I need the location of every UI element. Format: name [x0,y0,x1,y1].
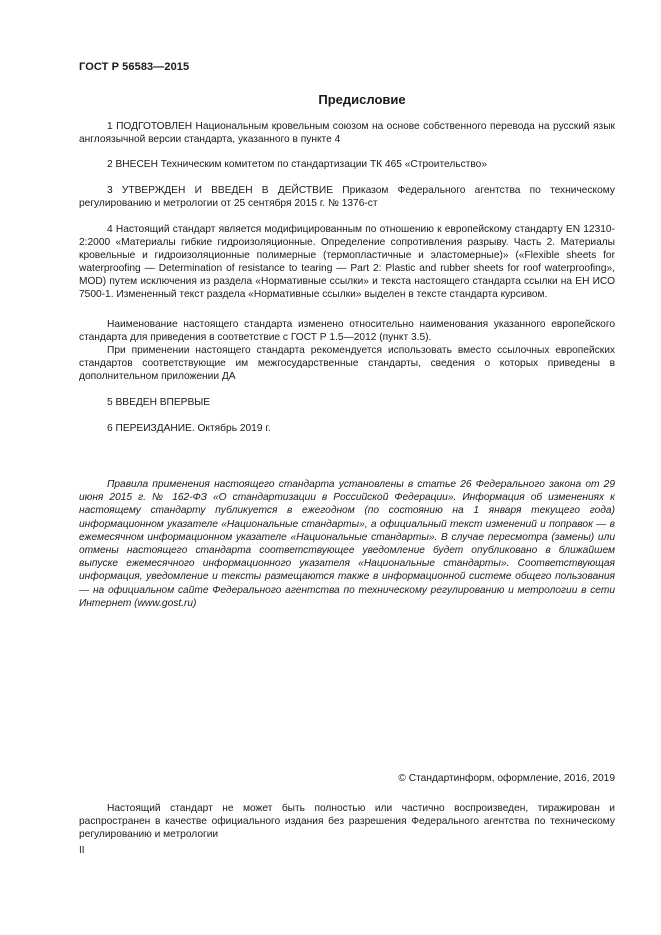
page-number: II [79,845,85,856]
preface-item-1: 1 ПОДГОТОВЛЕН Национальным кровельным союзом на основе собственного перевода на русский язык англоязычной версии стандарта, указанного в пункте 4 [79,121,615,145]
preface-item-4-paragraph-2: Наименование настоящего стандарта изменено относительно наименования указанного европейского стандарта для приведения в соответствие с ГОСТ Р 1.5—2012 (пункт 3.5). [79,319,615,343]
copyright-line: © Стандартинформ, оформление, 2016, 2019 [398,773,615,784]
document-code: ГОСТ Р 56583—2015 [79,61,190,73]
page-title: Предисловие [318,92,406,107]
preface-item-6: 6 ПЕРЕИЗДАНИЕ. Октябрь 2019 г. [107,423,271,434]
reproduction-note: Настоящий стандарт не может быть полностью или частично воспроизведен, тиражирован и распространен в качестве официального издания без разрешения Федерального агентства по техническому регулированию и метрологии [79,803,615,840]
preface-item-5: 5 ВВЕДЕН ВПЕРВЫЕ [107,397,211,408]
preface-item-3: 3 УТВЕРЖДЕН И ВВЕДЕН В ДЕЙСТВИЕ Приказом Федерального агентства по техническому регулированию и метрологии от 25 сентября 2015 г. № 1376-ст [79,185,615,209]
preface-item-2: 2 ВНЕСЕН Техническим комитетом по стандартизации ТК 465 «Строительство» [107,159,487,170]
preface-item-4-paragraph-3: При применении настоящего стандарта рекомендуется использовать вместо ссылочных европейских стандартов соответствующие им межгосударственные стандарты, сведения о которых приведены в дополнительном приложении ДА [79,345,615,382]
standard-notice: Правила применения настоящего стандарта установлены в статье 26 Федерального закона от 29 июня 2015 г. № 162-ФЗ «О стандартизации в Российской Федерации». Информация об изменениях к настоящему стандарту публикуется в ежегодном (по состоянию на 1 января текущего года) информационном указателе «Национальные стандарты», а официальный текст изменений и поправок — в ежемесячном информационном указателе «Национальные стандарты». В случае пересмотра (замены) или отмены настоящего стандарта соответствующее уведомление будет опубликовано в ближайшем выпуске ежемесячного информационного указателя «Национальные стандарты». Соответствующая информация, уведомление и тексты размещаются также в информационной системе общего пользования — на официальном сайте Федерального агентства по техническому регулированию и метрологии в сети Интернет (www.gost.ru) [79,479,615,609]
preface-item-4: 4 Настоящий стандарт является модифицированным по отношению к европейскому стандарту EN 12310-2:2000 «Материалы гибкие гидроизоляционные. Определение сопротивления разрыву. Часть 2. Материалы кровельные и гидроизоляционные полимерные (термопластичные и эластомерные)» («Flexible sheets for waterproofing — Determination of resistance to tearing — Part 2: Plastic and rubber sheets for roof waterproofing», MOD) путем исключения из раздела «Нормативные ссылки» и текста настоящего стандарта ссылки на ЕН ИСО 7500-1. Измененный текст раздела «Нормативные ссылки» выделен в тексте стандарта курсивом. [79,224,615,300]
